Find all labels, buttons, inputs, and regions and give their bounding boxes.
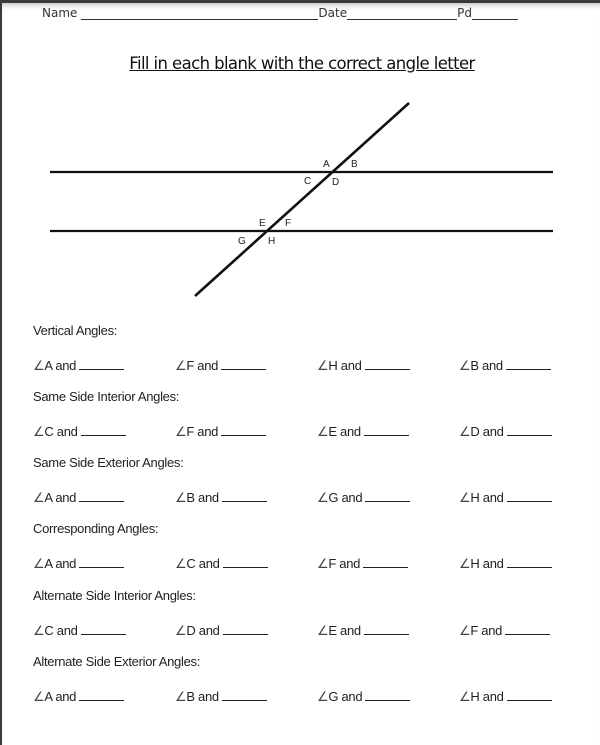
question-item <box>459 622 550 639</box>
question-item <box>317 357 410 374</box>
question-item <box>317 622 409 639</box>
period-label: Pd <box>457 6 472 20</box>
angle-prompt: G and <box>328 689 363 704</box>
question-row <box>0 423 600 441</box>
angle-prompt: A and <box>44 490 77 505</box>
page-title: Fill in each blank with the correct angle letter <box>129 54 475 73</box>
answer-blank[interactable] <box>222 688 267 701</box>
answer-blank[interactable] <box>365 688 410 701</box>
date-label: Date <box>318 6 348 20</box>
angle-prompt: B and <box>186 490 219 505</box>
section-heading: Vertical Angles: <box>33 323 118 338</box>
answer-blank[interactable] <box>79 688 124 701</box>
question-item <box>459 357 551 374</box>
question-item <box>459 555 552 572</box>
angle-prompt: C and <box>44 424 78 439</box>
answer-blank[interactable] <box>222 489 267 502</box>
angle-prompt: A and <box>44 689 77 704</box>
angle-prompt: H and <box>470 556 504 571</box>
answer-blank[interactable] <box>79 357 124 370</box>
question-item <box>33 423 126 440</box>
angle-prompt: G and <box>328 490 363 505</box>
answer-blank[interactable] <box>507 489 552 502</box>
section-heading: Same Side Interior Angles: <box>33 389 180 404</box>
question-item <box>459 489 552 506</box>
angle-label-e: E <box>259 218 266 229</box>
angle-symbol-icon: ∠ <box>317 556 329 571</box>
angle-label-d: D <box>332 177 340 188</box>
section-heading: Alternate Side Interior Angles: <box>33 588 196 603</box>
angle-prompt: F and <box>186 358 219 373</box>
angle-symbol-icon: ∠ <box>33 556 45 571</box>
question-item <box>175 622 268 639</box>
angle-symbol-icon: ∠ <box>175 689 187 704</box>
answer-blank[interactable] <box>79 489 124 502</box>
angle-symbol-icon: ∠ <box>459 556 471 571</box>
angle-prompt: H and <box>328 358 362 373</box>
angle-symbol-icon: ∠ <box>33 424 45 439</box>
question-row <box>0 357 600 375</box>
answer-blank[interactable] <box>363 555 408 568</box>
angle-prompt: B and <box>186 689 219 704</box>
question-item <box>317 423 409 440</box>
angle-symbol-icon: ∠ <box>317 490 329 505</box>
question-item <box>175 489 267 506</box>
question-row <box>0 489 600 507</box>
answer-blank[interactable] <box>507 688 552 701</box>
angle-symbol-icon: ∠ <box>175 424 187 439</box>
angle-prompt: C and <box>44 623 78 638</box>
angle-symbol-icon: ∠ <box>317 623 329 638</box>
answer-blank[interactable] <box>364 423 409 436</box>
angle-prompt: H and <box>470 689 504 704</box>
question-row <box>0 622 600 640</box>
answer-blank[interactable] <box>365 489 410 502</box>
answer-blank[interactable] <box>507 423 552 436</box>
question-item <box>33 357 124 374</box>
angle-symbol-icon: ∠ <box>459 490 471 505</box>
question-item <box>459 423 552 440</box>
question-item <box>175 357 266 374</box>
question-item <box>459 688 552 705</box>
question-item <box>317 555 408 572</box>
angle-label-b: B <box>351 159 358 170</box>
answer-blank[interactable] <box>505 622 550 635</box>
answer-blank[interactable] <box>506 357 551 370</box>
angle-prompt: F and <box>328 556 361 571</box>
section-heading: Corresponding Angles: <box>33 521 159 536</box>
angle-prompt: A and <box>44 358 77 373</box>
question-item <box>175 423 266 440</box>
section-heading: Alternate Side Exterior Angles: <box>33 654 201 669</box>
angle-symbol-icon: ∠ <box>175 556 187 571</box>
angle-prompt: A and <box>44 556 77 571</box>
answer-blank[interactable] <box>79 555 124 568</box>
question-item <box>175 688 267 705</box>
angle-prompt: F and <box>186 424 219 439</box>
angle-prompt: C and <box>186 556 220 571</box>
transversal-line <box>195 103 409 296</box>
angle-symbol-icon: ∠ <box>175 358 187 373</box>
question-row <box>0 688 600 706</box>
angle-symbol-icon: ∠ <box>317 424 329 439</box>
angle-prompt: F and <box>470 623 503 638</box>
angle-symbol-icon: ∠ <box>33 689 45 704</box>
angle-symbol-icon: ∠ <box>33 358 45 373</box>
question-row <box>0 555 600 573</box>
question-item <box>317 489 410 506</box>
angle-symbol-icon: ∠ <box>33 490 45 505</box>
question-item <box>33 489 124 506</box>
angle-symbol-icon: ∠ <box>175 490 187 505</box>
answer-blank[interactable] <box>223 622 268 635</box>
angle-symbol-icon: ∠ <box>317 689 329 704</box>
angle-symbol-icon: ∠ <box>317 358 329 373</box>
question-item <box>33 555 124 572</box>
answer-blank[interactable] <box>223 555 268 568</box>
angle-prompt: D and <box>470 424 504 439</box>
angle-symbol-icon: ∠ <box>459 424 471 439</box>
answer-blank[interactable] <box>221 357 266 370</box>
answer-blank[interactable] <box>507 555 552 568</box>
section-heading: Same Side Exterior Angles: <box>33 455 184 470</box>
question-item <box>33 622 126 639</box>
angle-symbol-icon: ∠ <box>459 358 471 373</box>
angle-prompt: B and <box>470 358 503 373</box>
angle-label-g: G <box>238 236 246 247</box>
angle-prompt: E and <box>328 623 361 638</box>
question-item <box>175 555 268 572</box>
answer-blank[interactable] <box>81 423 126 436</box>
answer-blank[interactable] <box>81 622 126 635</box>
angle-prompt: H and <box>470 490 504 505</box>
answer-blank[interactable] <box>365 357 410 370</box>
angle-symbol-icon: ∠ <box>33 623 45 638</box>
angle-label-f: F <box>285 218 292 229</box>
angle-symbol-icon: ∠ <box>175 623 187 638</box>
angle-symbol-icon: ∠ <box>459 689 471 704</box>
answer-blank[interactable] <box>221 423 266 436</box>
question-item <box>33 688 124 705</box>
angle-label-c: C <box>304 176 312 187</box>
angle-label-a: A <box>323 159 330 170</box>
angle-prompt: D and <box>186 623 220 638</box>
answer-blank[interactable] <box>364 622 409 635</box>
angle-label-h: H <box>268 236 276 247</box>
name-label: Name <box>42 6 78 20</box>
angle-symbol-icon: ∠ <box>459 623 471 638</box>
question-item <box>317 688 410 705</box>
angle-prompt: E and <box>328 424 361 439</box>
